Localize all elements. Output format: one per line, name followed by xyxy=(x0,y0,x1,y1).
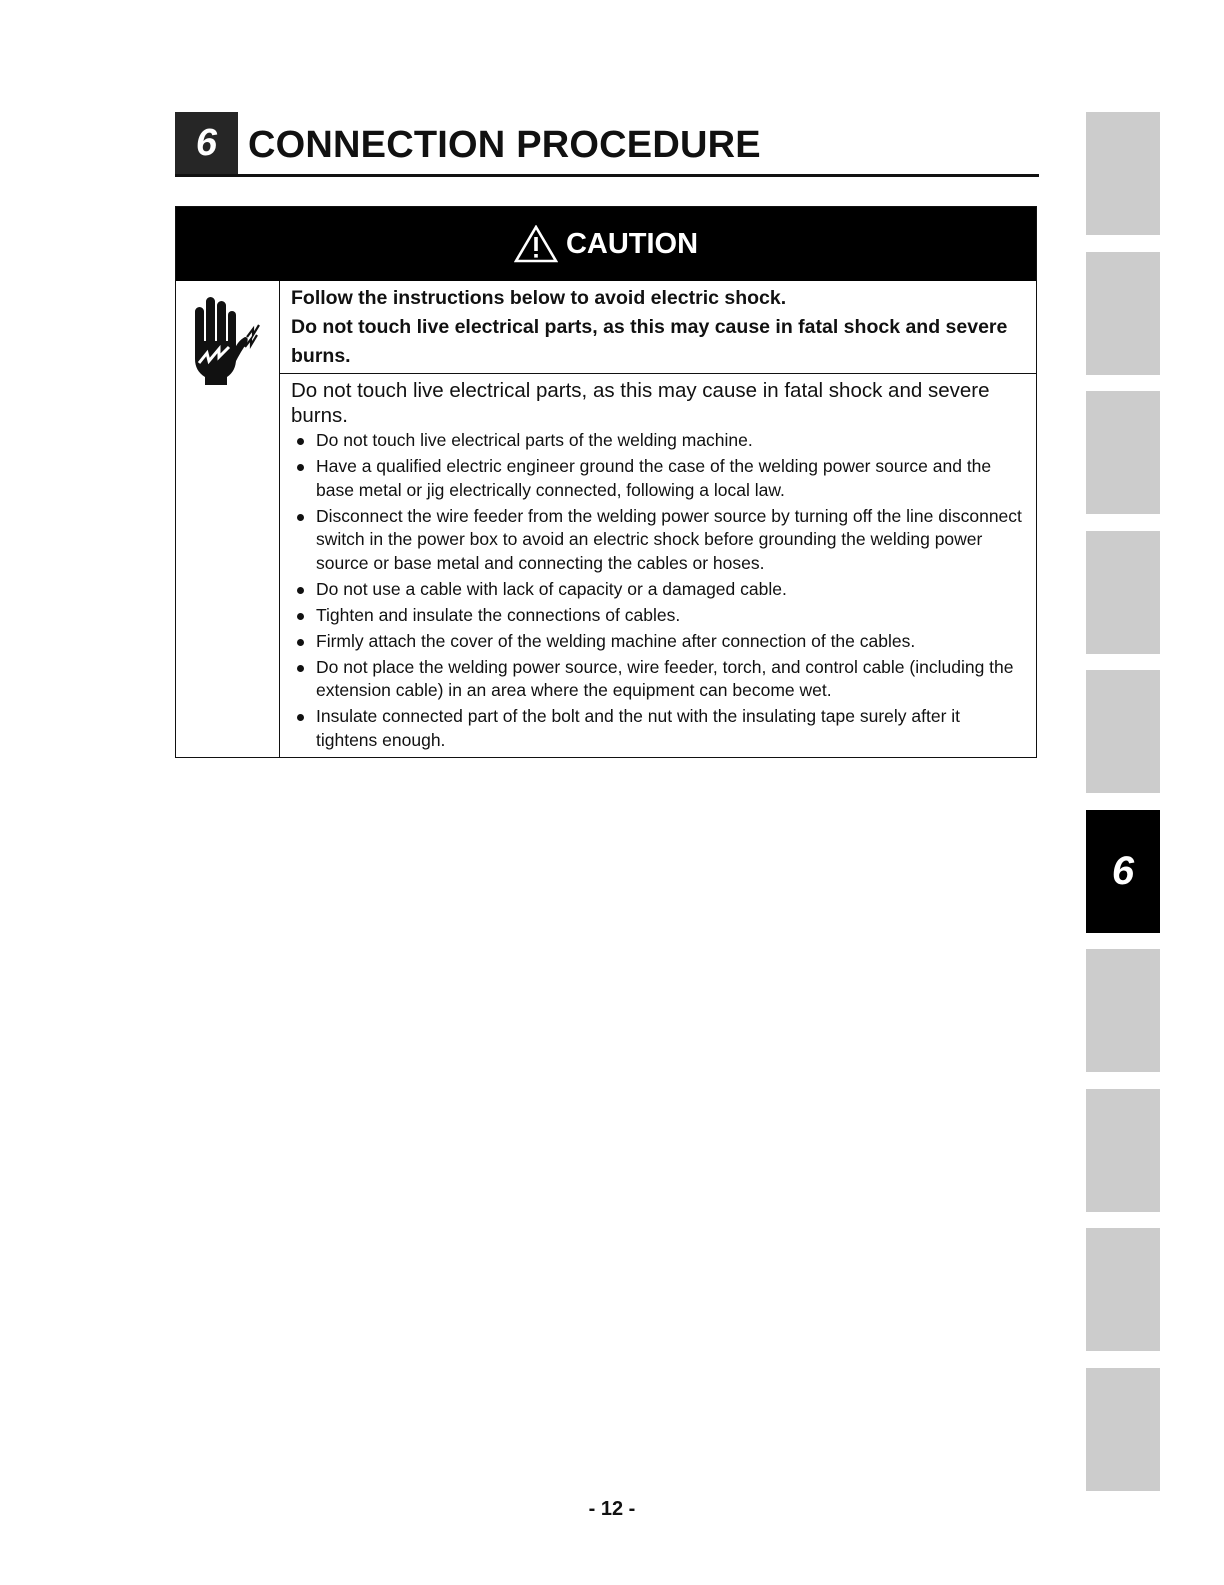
caution-summary-line: Do not touch live electrical parts, as this may cause in fatal shock and severe burns. xyxy=(291,316,1008,367)
caution-detail-cell xyxy=(279,374,1036,757)
chapter-tab[interactable] xyxy=(1086,1368,1160,1491)
warning-triangle-icon xyxy=(514,225,558,263)
icon-column xyxy=(176,281,280,757)
chapter-tab-active[interactable]: 6 xyxy=(1086,810,1160,933)
electric-shock-hand-icon xyxy=(187,293,263,385)
caution-summary-cell xyxy=(279,281,1036,374)
list-item: Disconnect the wire feeder from the welding power source by turning off the line disconnect switch in the power box to avoid an electric shock before grounding the welding power source or base metal and connecting the cables or hoses. xyxy=(291,505,1024,576)
caution-summary-line: Follow the instructions below to avoid electric shock. xyxy=(291,287,787,309)
caution-bullet-list xyxy=(291,429,1024,752)
chapter-tab[interactable] xyxy=(1086,531,1160,654)
list-item: Firmly attach the cover of the welding machine after connection of the cables. xyxy=(291,630,1024,654)
chapter-tab[interactable] xyxy=(1086,112,1160,235)
chapter-tab[interactable] xyxy=(1086,1228,1160,1351)
list-item: Do not touch live electrical parts of the welding machine. xyxy=(291,429,1024,453)
caution-box xyxy=(175,206,1037,758)
chapter-tab[interactable] xyxy=(1086,949,1160,1072)
section-header xyxy=(175,112,1039,177)
chapter-tab[interactable] xyxy=(1086,391,1160,514)
section-number-badge: 6 xyxy=(175,112,238,174)
page-title: CONNECTION PROCEDURE xyxy=(248,124,761,166)
chapter-tab[interactable] xyxy=(1086,670,1160,793)
list-item: Have a qualified electric engineer ground the case of the welding power source and the base metal or jig electrically connected, following a local law. xyxy=(291,455,1024,502)
list-item: Do not place the welding power source, wire feeder, torch, and control cable (including the extension cable) in an area where the equipment can become wet. xyxy=(291,656,1024,703)
list-item: Tighten and insulate the connections of cables. xyxy=(291,604,1024,628)
caution-intro: Do not touch live electrical parts, as this may cause in fatal shock and severe burns. xyxy=(291,379,990,427)
chapter-tab[interactable] xyxy=(1086,1089,1160,1212)
list-item: Do not use a cable with lack of capacity or a damaged cable. xyxy=(291,578,1024,602)
page-number: - 12 - xyxy=(588,1498,636,1520)
chapter-tab[interactable] xyxy=(1086,252,1160,375)
caution-label: CAUTION xyxy=(565,227,699,260)
list-item: Insulate connected part of the bolt and the nut with the insulating tape surely after it tightens enough. xyxy=(291,705,1024,752)
caution-header xyxy=(176,207,1036,281)
